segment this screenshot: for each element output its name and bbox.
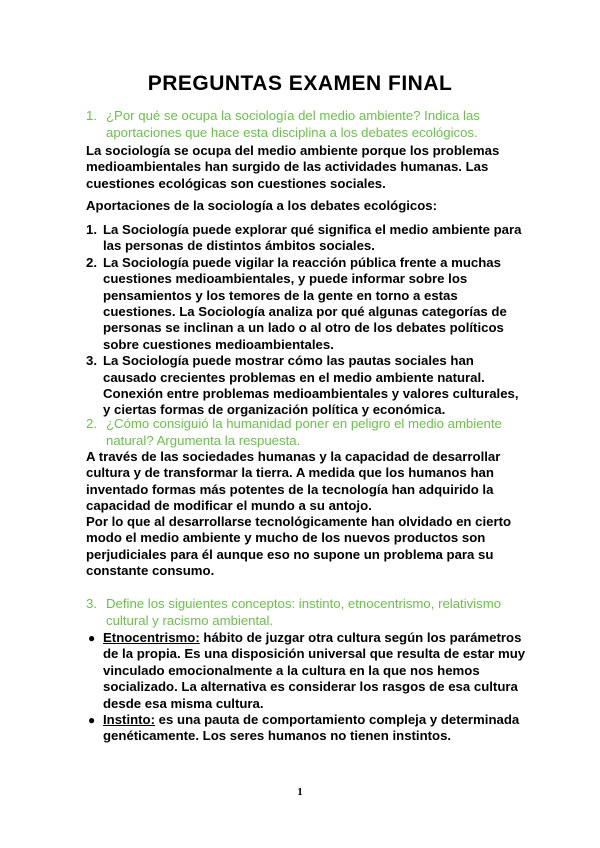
list-item-number: 2. xyxy=(86,254,97,270)
question-2 xyxy=(86,415,516,449)
list-item-text: La Sociología puede explorar qué significa el medio ambiente para las personas de distintos ámbitos sociales. xyxy=(103,222,522,254)
bullet-icon: ● xyxy=(88,631,96,645)
contributions-heading: Aportaciones de la sociología a los debates ecológicos: xyxy=(86,198,438,213)
list-item xyxy=(86,255,526,353)
definition-item xyxy=(86,712,526,745)
question-3-text: Define los siguientes conceptos: instinto, etnocentrismo, relativismo cultural y racismo ambiental. xyxy=(106,596,502,628)
question-3-number: 3. xyxy=(86,596,97,611)
answer-1-paragraph: La sociología se ocupa del medio ambiente porque los problemas medioambientales han surgido de las actividades humanas. Las cuestiones ecológicas son cuestiones sociales. xyxy=(86,143,500,191)
page-title: PREGUNTAS EXAMEN FINAL xyxy=(147,72,453,95)
bullet-icon: ● xyxy=(88,713,96,728)
definition-text: es una pauta de comportamiento compleja y determinada genéticamente. Los seres humanos no tienen instintos. xyxy=(103,712,520,744)
list-item-text: La Sociología puede vigilar la reacción pública frente a muchas cuestiones medioambientales, y puede informar sobre los pensamientos y los temores de la gente en torno a estas cuestiones. La Sociología analiza por qué algunas categorías de personas se inclinan a un lado o al otro de los debates políticos sobre cuestiones medioambientales. xyxy=(103,254,507,352)
contributions-list xyxy=(86,222,526,419)
definition-item xyxy=(86,630,526,712)
list-item-number: 1. xyxy=(86,222,97,237)
definition-text: hábito de juzgar otra cultura según los parámetros de la propia. Es una disposición universal que resulta de estar muy vinculado emocionalmente a la cultura en la que nos hemos socializado. La alternativa es considerar los rasgos de esa cultura desde esa misma cultura. xyxy=(103,630,526,711)
definitions-list xyxy=(86,630,526,745)
list-item-text: La Sociología puede mostrar cómo las pautas sociales han causado crecientes problemas en el medio ambiente natural. Conexión entre problemas medioambientales y valores culturales, y ciertas formas de organización política y económica. xyxy=(103,353,519,418)
question-2-number: 2. xyxy=(86,416,97,431)
question-1-text: ¿Por qué se ocupa la sociología del medio ambiente? Indica las aportaciones que hace esta disciplina a los debates ecológicos. xyxy=(106,108,480,140)
question-3 xyxy=(86,595,516,629)
question-1 xyxy=(86,107,516,141)
answer-2-paragraph-1: A través de las sociedades humanas y la capacidad de desarrollar cultura y de transformar la tierra. A medida que los humanos han inventado formas más potentes de la tecnología han adquirido la capacidad de modificar el mundo a su antojo. xyxy=(86,449,501,514)
answer-2-paragraph-2: Por lo que al desarrollarse tecnológicamente han olvidado en cierto modo el medio ambiente y mucho de los nuevos productos son perjudiciales para él aunque eso no supone un problema para su constante consumo. xyxy=(86,514,512,579)
question-2-text: ¿Cómo consiguió la humanidad poner en peligro el medio ambiente natural? Argumenta la respuesta. xyxy=(106,416,502,448)
list-item xyxy=(86,222,526,255)
list-item-number: 3. xyxy=(86,353,97,369)
question-1-number: 1. xyxy=(86,108,97,123)
page-number: 1 xyxy=(297,786,303,798)
definition-term: Etnocentrismo: xyxy=(103,630,200,645)
definition-term: Instinto: xyxy=(103,712,156,728)
list-item xyxy=(86,353,526,419)
